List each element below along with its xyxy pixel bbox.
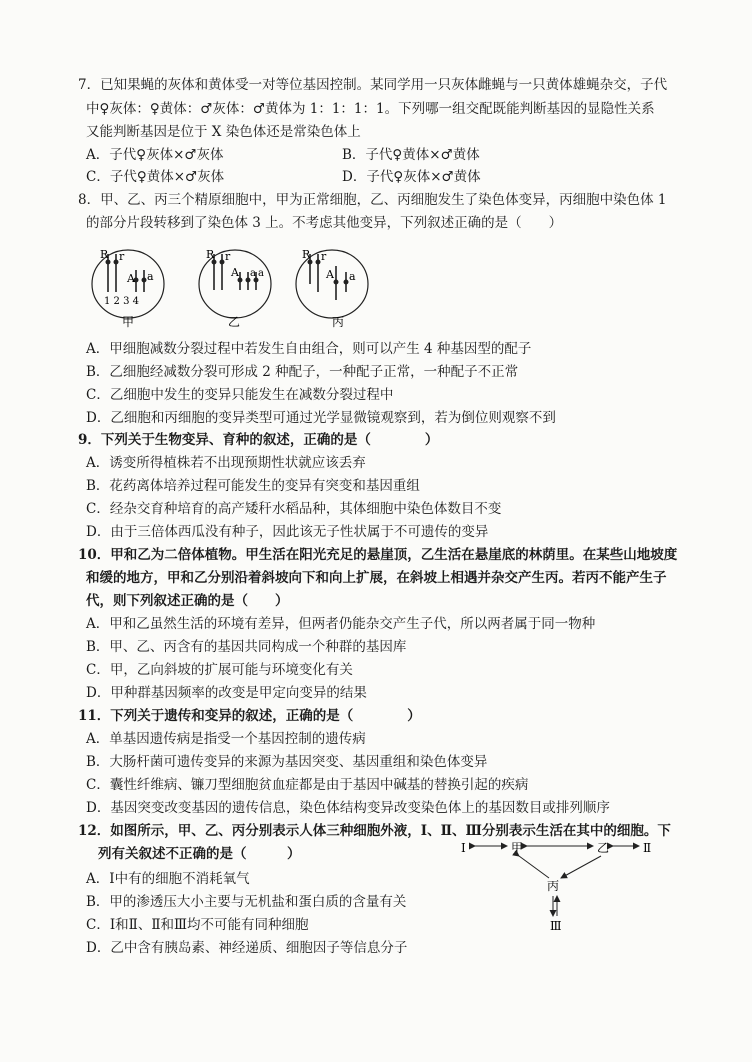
q10-option-b[interactable]: B．甲、乙、丙含有的基因共同构成一个种群的基因库 — [86, 639, 407, 655]
cell-jia-label-R: R — [100, 248, 109, 261]
cell-jia-numbers: 1 2 3 4 — [104, 296, 139, 307]
diagram-node-II: Ⅱ — [643, 841, 652, 855]
q8-option-d[interactable]: D．乙细胞和丙细胞的变异类型可通过光学显微镜观察到，若为倒位则观察不到 — [86, 410, 556, 426]
q12-stem-line2: 列有关叙述不正确的是（ ） — [98, 846, 301, 862]
q9-option-b[interactable]: B．花药离体培养过程可能发生的变异有突变和基因重组 — [86, 478, 420, 494]
q10-stem-line3: 代，则下列叙述正确的是（ ） — [86, 593, 289, 609]
q11-option-d[interactable]: D．基因突变改变基因的遗传信息，染色体结构变异改变染色体上的基因数目或排列顺序 — [86, 800, 610, 816]
q12-option-d[interactable]: D．乙中含有胰岛素、神经递质、细胞因子等信息分子 — [86, 940, 408, 956]
chromosome-figure — [80, 242, 370, 337]
q10-option-a[interactable]: A．甲和乙虽然生活的环境有差异，但两者仍能杂交产生子代，所以两者属于同一物种 — [86, 616, 596, 632]
q7-option-d[interactable]: D．子代♀灰体×♂黄体 — [342, 169, 481, 185]
cell-bing-caption: 丙 — [332, 315, 345, 329]
cell-jia-label-a: a — [147, 270, 154, 283]
q8-stem-line2: 的部分片段转移到了染色体 3 上。不考虑其他变异，下列叙述正确的是（ ） — [86, 215, 563, 231]
q12-option-b[interactable]: B．甲的渗透压大小主要与无机盐和蛋白质的含量有关 — [86, 894, 407, 910]
q11-option-a[interactable]: A．单基因遗传病是指受一个基因控制的遗传病 — [86, 731, 366, 747]
body-fluid-diagram — [455, 836, 665, 936]
q7-option-a[interactable]: A．子代♀灰体×♂灰体 — [86, 147, 224, 163]
cell-bing-label-a: a — [349, 270, 356, 283]
cell-bing-label-r: r — [321, 250, 327, 263]
cell-yi-label-R: R — [206, 248, 215, 261]
cell-jia-label-r: r — [119, 250, 125, 263]
diagram-node-bing: 丙 — [547, 879, 560, 893]
q11-stem: 11．下列关于遗传和变异的叙述，正确的是（ ） — [78, 708, 421, 724]
q9-stem: 9．下列关于生物变异、育种的叙述，正确的是（ ） — [78, 432, 439, 448]
q8-option-c[interactable]: C．乙细胞中发生的变异只能发生在减数分裂过程中 — [86, 387, 394, 403]
q7-stem-line3: 又能判断基因是位于 X 染色体还是常染色体上 — [86, 124, 361, 140]
q10-stem-line1: 10．甲和乙为二倍体植物。甲生活在阳光充足的悬崖顶，乙生活在悬崖底的林荫里。在某些山地坡度 — [78, 547, 678, 563]
q7-option-b[interactable]: B．子代♀黄体×♂黄体 — [342, 147, 480, 163]
q9-option-c[interactable]: C．经杂交育种培育的高产矮秆水稻品种，其体细胞中染色体数目不变 — [86, 501, 502, 517]
cell-yi-label-a: a — [250, 268, 256, 279]
q7-stem-line2: 中♀灰体：♀黄体：♂灰体：♂黄体为 1：1：1：1。下列哪一组交配既能判断基因的显隐性关系 — [86, 101, 655, 117]
diagram-node-III: Ⅲ — [550, 919, 562, 933]
q9-option-d[interactable]: D．由于三倍体西瓜没有种子，因此该无子性状属于不可遗传的变异 — [86, 524, 489, 540]
cell-yi-caption: 乙 — [228, 315, 241, 329]
q11-option-b[interactable]: B．大肠杆菌可遗传变异的来源为基因突变、基因重组和染色体变异 — [86, 754, 488, 770]
q8-option-a[interactable]: A．甲细胞减数分裂过程中若发生自由组合，则可以产生 4 种基因型的配子 — [86, 341, 532, 357]
q11-option-c[interactable]: C．囊性纤维病、镰刀型细胞贫血症都是由于基因中碱基的替换引起的疾病 — [86, 777, 529, 793]
q7-option-c[interactable]: C．子代♀黄体×♂灰体 — [86, 169, 225, 185]
cell-jia-label-A: A — [127, 272, 135, 285]
cell-jia-caption: 甲 — [122, 315, 135, 329]
q8-option-b[interactable]: B．乙细胞经减数分裂可形成 2 种配子，一种配子正常，一种配子不正常 — [86, 364, 519, 380]
cell-bing-label-R: R — [302, 248, 311, 261]
diagram-node-jia: 甲 — [511, 841, 524, 855]
cell-yi-label-r: r — [225, 250, 231, 263]
q9-option-a[interactable]: A．诱变所得植株若不出现预期性状就应该丢弃 — [86, 455, 366, 471]
q8-stem-line1: 8．甲、乙、丙三个精原细胞中，甲为正常细胞，乙、丙细胞发生了染色体变异，丙细胞中染色体 1 — [78, 192, 667, 208]
cell-bing-label-A: A — [326, 268, 334, 281]
q12-option-c[interactable]: C．Ⅰ和Ⅱ、Ⅱ和Ⅲ均不可能有同种细胞 — [86, 917, 309, 933]
cell-yi-label-A: A — [231, 266, 239, 279]
q12-option-a[interactable]: A．Ⅰ中有的细胞不消耗氧气 — [86, 871, 250, 887]
q10-option-d[interactable]: D．甲种群基因频率的改变是甲定向变异的结果 — [86, 685, 367, 701]
q12-stem-line1: 12．如图所示，甲、乙、丙分别表示人体三种细胞外液，Ⅰ、Ⅱ、Ⅲ分别表示生活在其中的细胞。下 — [78, 823, 671, 839]
q10-option-c[interactable]: C．甲，乙向斜坡的扩展可能与环境变化有关 — [86, 662, 353, 678]
q10-stem-line2: 和缓的地方，甲和乙分别沿着斜坡向下和向上扩展，在斜坡上相遇并杂交产生丙。若丙不能产生子 — [86, 570, 667, 586]
diagram-node-I: Ⅰ — [461, 841, 466, 855]
diagram-node-yi: 乙 — [597, 841, 610, 855]
cell-jia-chromosomes — [108, 254, 144, 292]
cell-yi-label-a2: a — [258, 268, 264, 279]
q7-stem-line1: 7．已知果蝇的灰体和黄体受一对等位基因控制。某同学用一只灰体雌蝇与一只黄体雄蝇杂交，子代 — [78, 77, 668, 93]
